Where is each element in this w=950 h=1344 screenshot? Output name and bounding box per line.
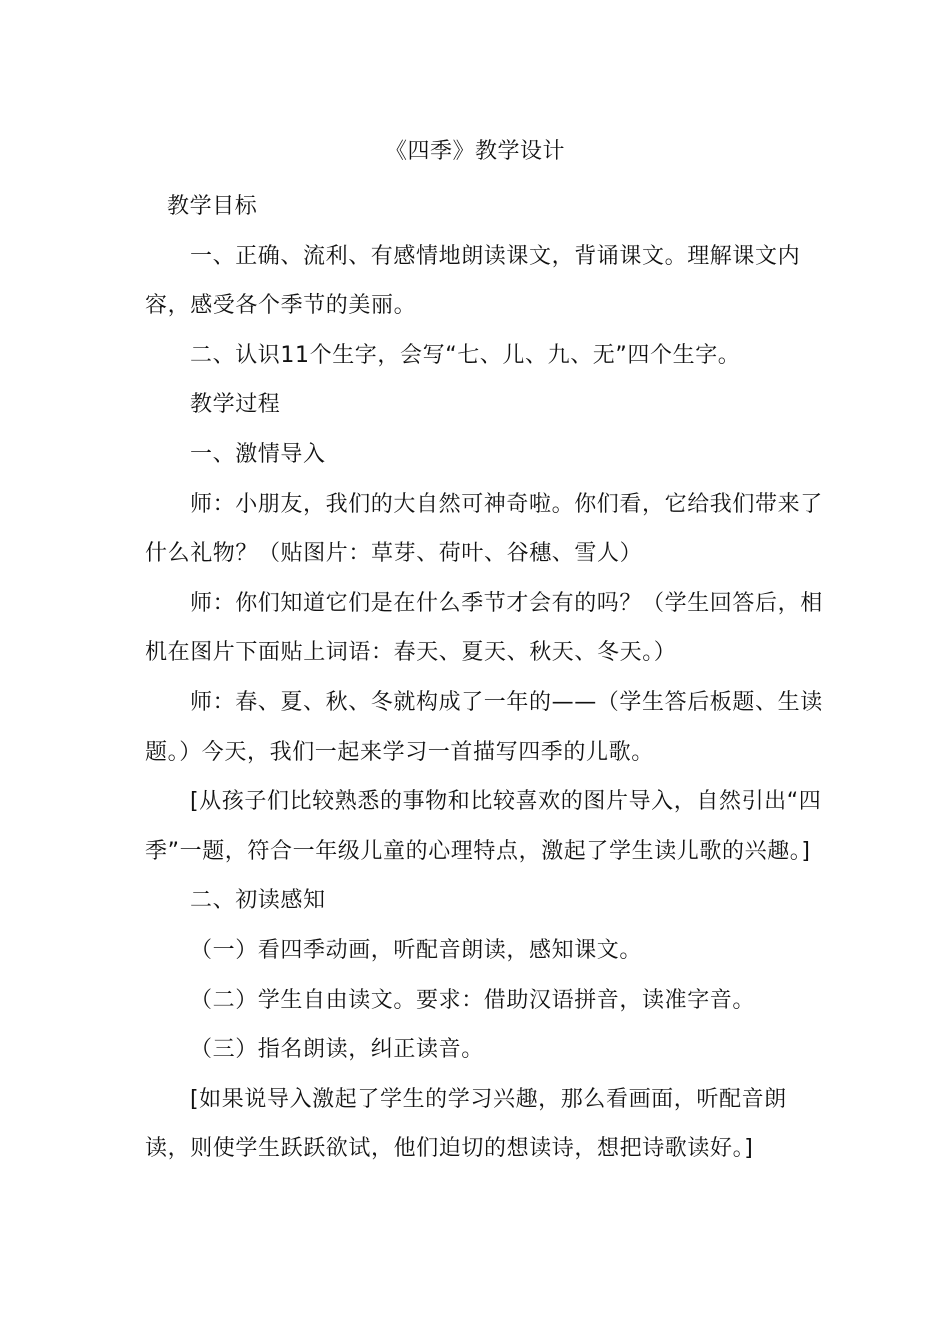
teacher-line-3: 师：春、夏、秋、冬就构成了一年的——（学生答后板题、生读题。）今天，我们一起来学习一首描写四季的儿歌。 <box>145 689 823 765</box>
commentary-note-2: [如果说导入激起了学生的学习兴趣，那么看画面，听配音朗读，则使学生跃跃欲试，他们迫切的想读诗，想把诗歌读好。] <box>145 1086 787 1162</box>
section-heading-teaching-process: 教学过程 <box>190 392 281 418</box>
section-heading-teaching-goals: 教学目标 <box>167 194 258 219</box>
step-heading-first-reading: 二、初读感知 <box>190 888 326 914</box>
sub-step-1: （一）看四季动画，听配音朗读，感知课文。 <box>190 937 643 963</box>
goal-item-1: 一、正确、流利、有感情地朗读课文，背诵课文。理解课文内容，感受各个季节的美丽。 <box>145 243 801 319</box>
commentary-note-1: [从孩子们比较熟悉的事物和比较喜欢的图片导入，自然引出“四季”一题，符合一年级儿童的心理特点，激起了学生读儿歌的兴趣。] <box>145 789 822 864</box>
sub-step-2: （二）学生自由读文。要求：借助汉语拼音，读准字音。 <box>190 987 756 1013</box>
document-title: 《四季》教学设计 <box>384 139 565 164</box>
teacher-line-2: 师：你们知道它们是在什么季节才会有的吗？（学生回答后，相机在图片下面贴上词语：春天、夏天、秋天、冬天。） <box>145 590 823 666</box>
teacher-line-1: 师：小朋友，我们的大自然可神奇啦。你们看，它给我们带来了什么礼物？（贴图片：草芽、荷叶、谷穗、雪人） <box>145 491 823 567</box>
document-body <box>145 182 825 1174</box>
step-heading-introduction: 一、激情导入 <box>190 441 326 467</box>
sub-step-3: （三）指名朗读，纠正读音。 <box>190 1037 484 1063</box>
goal-item-2: 二、认识11个生字，会写“七、儿、九、无”四个生字。 <box>190 342 741 368</box>
